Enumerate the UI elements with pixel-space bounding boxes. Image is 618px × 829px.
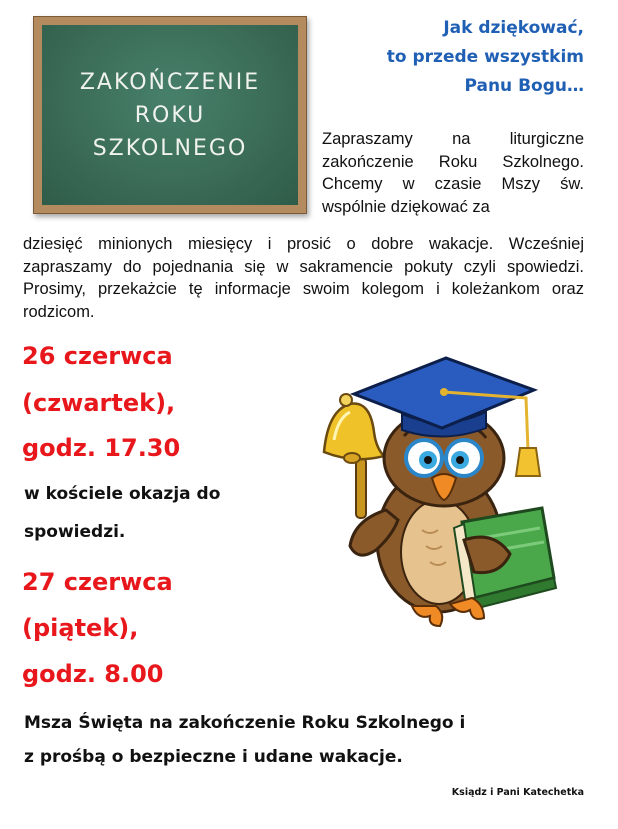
- chalkboard-surface: [42, 25, 298, 205]
- event1-desc-line-1: w kościele okazja do: [24, 484, 221, 504]
- intro-text-part1: Zapraszamy na liturgiczne zakończenie Roku Szkolnego. Chcemy w czasie Mszy św. wspólnie dziękować za: [322, 130, 584, 216]
- closing-text: [24, 706, 465, 774]
- event1-day: (czwartek),: [22, 389, 176, 417]
- bell-icon: [324, 394, 384, 518]
- closing-line-2: z prośbą o bezpieczne i udane wakacje.: [24, 747, 403, 767]
- chalkboard: [33, 16, 307, 214]
- chalkboard-line-3: SZKOLNEGO: [92, 135, 248, 161]
- intro-text-part2: dziesięć minionych miesięcy i prosić o dobre wakacje. Wcześniej zapraszamy do pojednania się w sakramencie pokuty czyli spowiedzi. Prosimy, przekażcie tę informacje swoim kolegom i koleżankom oraz rodzicom.: [23, 235, 584, 321]
- closing-line-1: Msza Święta na zakończenie Roku Szkolnego i: [24, 713, 466, 733]
- event2-time: godz. 8.00: [22, 660, 164, 688]
- chalkboard-line-1: ZAKOŃCZENIE: [79, 69, 261, 95]
- event1-time: godz. 17.30: [22, 434, 181, 462]
- event1-desc-line-2: spowiedzi.: [24, 522, 126, 542]
- quote-line-3: Panu Bogu…: [464, 76, 584, 96]
- signature: Ksiądz i Pani Katechetka: [451, 787, 584, 798]
- quote: [387, 14, 584, 101]
- intro-paragraph-top: [322, 128, 584, 218]
- quote-line-1: Jak dziękować,: [443, 18, 584, 38]
- owl-with-bell-and-book-illustration: [314, 340, 574, 630]
- chalkboard-line-2: ROKU: [134, 102, 206, 128]
- event2-date: 27 czerwca: [22, 568, 173, 596]
- event1-date: 26 czerwca: [22, 342, 173, 370]
- event2-day: (piątek),: [22, 614, 139, 642]
- quote-line-2: to przede wszystkim: [386, 47, 584, 67]
